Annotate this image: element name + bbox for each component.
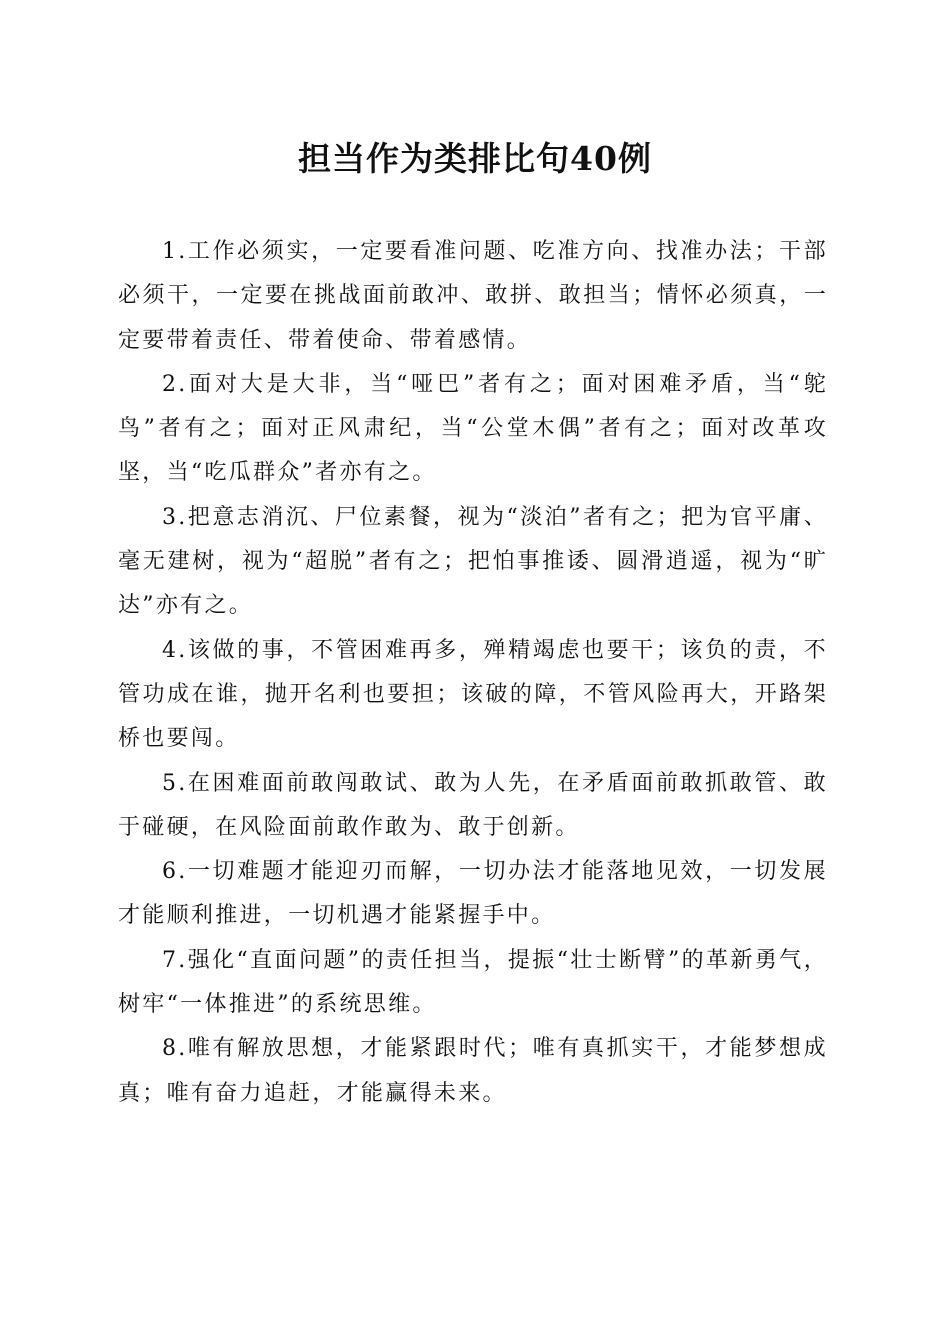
document-title: 担当作为类排比句40例 <box>298 139 652 178</box>
paragraph-6: 6.一切难题才能迎刃而解，一切办法才能落地见效，一切发展才能顺利推进，一切机遇才能紧握手中。 <box>118 859 828 929</box>
document-body <box>118 230 828 1116</box>
paragraph-5: 5.在困难面前敢闯敢试、敢为人先，在矛盾面前敢抓敢管、敢于碰硬，在风险面前敢作敢为、敢于创新。 <box>118 770 828 840</box>
paragraph-1: 1.工作必须实，一定要看准问题、吃准方向、找准办法；干部必须干，一定要在挑战面前敢冲、敢拼、敢担当；情怀必须真，一定要带着责任、带着使命、带着感情。 <box>118 239 828 353</box>
paragraph-7: 7.强化“直面问题”的责任担当，提振“壮士断臂”的革新勇气，树牢“一体推进”的系统思维。 <box>118 947 828 1018</box>
paragraph-4: 4.该做的事，不管困难再多，殚精竭虑也要干；该负的责，不管功成在谁，抛开名利也要担；该破的障，不管风险再大，开路架桥也要闯。 <box>118 637 828 752</box>
paragraph-2: 2.面对大是大非，当“哑巴”者有之；面对困难矛盾，当“鸵鸟”者有之；面对正风肃纪，当“公堂木偶”者有之；面对改革攻坚，当“吃瓜群众”者亦有之。 <box>118 371 828 486</box>
paragraph-8: 8.唯有解放思想，才能紧跟时代；唯有真抓实干，才能梦想成真；唯有奋力追赶，才能赢得未来。 <box>118 1036 828 1106</box>
paragraph-3: 3.把意志消沉、尸位素餐，视为“淡泊”者有之；把为官平庸、毫无建树，视为“超脱”者有之；把怕事推诿、圆滑逍遥，视为“旷达”亦有之。 <box>118 504 828 619</box>
